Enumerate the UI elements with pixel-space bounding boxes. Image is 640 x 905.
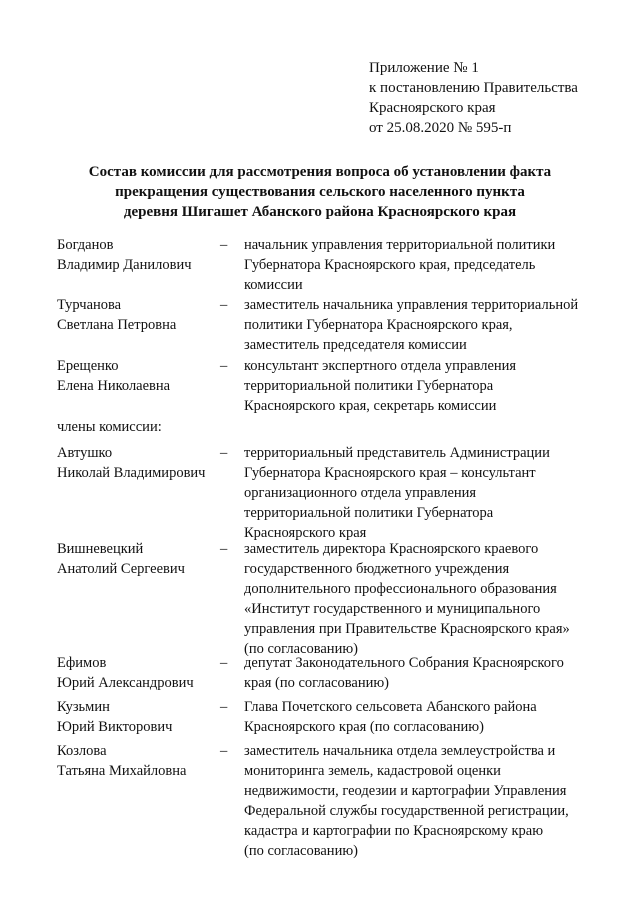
- role-line: политики Губернатора Красноярского края,: [244, 317, 513, 333]
- title-line: прекращения существования сельского населенного пункта: [115, 184, 525, 200]
- appendix-reference: [369, 58, 578, 138]
- given-names: Татьяна Михайловна: [57, 763, 187, 779]
- person-role: [244, 235, 584, 295]
- given-names: Владимир Данилович: [57, 257, 192, 273]
- person-role: [244, 741, 584, 861]
- role-line: заместитель начальника отдела землеустройства и: [244, 743, 556, 759]
- person-role: [244, 697, 584, 737]
- role-line: (по согласованию): [244, 641, 358, 657]
- person-role: [244, 356, 584, 416]
- person-name: [57, 697, 217, 737]
- surname: Турчанова: [57, 297, 122, 313]
- person-name: [57, 741, 217, 781]
- role-line: комиссии: [244, 277, 303, 293]
- appendix-line: Приложение № 1: [369, 60, 479, 76]
- role-line: государственного бюджетного учреждения: [244, 561, 510, 577]
- role-line: Губернатора Красноярского края – консультант: [244, 465, 536, 481]
- role-line: кадастра и картографии по Красноярскому краю: [244, 823, 544, 839]
- appendix-line: от 25.08.2020 № 595-п: [369, 120, 512, 136]
- person-name: [57, 356, 217, 396]
- dash: –: [220, 445, 228, 461]
- dash: –: [220, 699, 228, 715]
- person-name: [57, 443, 217, 483]
- role-line: Красноярского края (по согласованию): [244, 719, 484, 735]
- surname: Вишневецкий: [57, 541, 144, 557]
- appendix-line: Красноярского края: [369, 100, 496, 116]
- role-line: заместитель начальника управления территориальной: [244, 297, 579, 313]
- role-line: территориальной политики Губернатора: [244, 378, 494, 394]
- role-line: Федеральной службы государственной регистрации,: [244, 803, 569, 819]
- person-name: [57, 539, 217, 579]
- surname: Козлова: [57, 743, 107, 759]
- given-names: Юрий Викторович: [57, 719, 173, 735]
- given-names: Светлана Петровна: [57, 317, 177, 333]
- dash: –: [220, 237, 228, 253]
- dash: –: [220, 541, 228, 557]
- role-line: края (по согласованию): [244, 675, 390, 691]
- members-label: члены комиссии:: [57, 419, 162, 435]
- given-names: Юрий Александрович: [57, 675, 194, 691]
- role-line: Красноярского края, секретарь комиссии: [244, 398, 497, 414]
- given-names: Анатолий Сергеевич: [57, 561, 185, 577]
- person-name: [57, 295, 217, 335]
- title-line: Состав комиссии для рассмотрения вопроса об установлении факта: [88, 164, 552, 180]
- surname: Кузьмин: [57, 699, 110, 715]
- surname: Автушко: [57, 445, 113, 461]
- role-line: заместитель председателя комиссии: [244, 337, 467, 353]
- surname: Богданов: [57, 237, 114, 253]
- document-title: [0, 162, 640, 222]
- role-line: недвижимости, геодезии и картографии Управления: [244, 783, 567, 799]
- person-role: [244, 539, 584, 659]
- role-line: «Институт государственного и муниципального: [244, 601, 541, 617]
- role-line: депутат Законодательного Собрания Красноярского: [244, 655, 564, 671]
- person-role: [244, 443, 584, 543]
- title-line: деревня Шигашет Абанского района Красноярского края: [123, 204, 517, 220]
- role-line: мониторинга земель, кадастровой оценки: [244, 763, 501, 779]
- dash: –: [220, 297, 228, 313]
- person-name: [57, 653, 217, 693]
- dash: –: [220, 655, 228, 671]
- role-line: (по согласованию): [244, 843, 358, 859]
- given-names: Елена Николаевна: [57, 378, 171, 394]
- appendix-line: к постановлению Правительства: [369, 80, 578, 96]
- role-line: консультант экспертного отдела управления: [244, 358, 517, 374]
- role-line: Губернатора Красноярского края, председатель: [244, 257, 536, 273]
- role-line: заместитель директора Красноярского краевого: [244, 541, 539, 557]
- role-line: территориальный представитель Администрации: [244, 445, 550, 461]
- dash: –: [220, 358, 228, 374]
- surname: Ерещенко: [57, 358, 119, 374]
- role-line: территориальной политики Губернатора: [244, 505, 494, 521]
- role-line: управления при Правительстве Красноярского края»: [244, 621, 570, 637]
- person-name: [57, 235, 217, 275]
- role-line: дополнительного профессионального образования: [244, 581, 557, 597]
- dash: –: [220, 743, 228, 759]
- surname: Ефимов: [57, 655, 107, 671]
- role-line: начальник управления территориальной политики: [244, 237, 556, 253]
- person-role: [244, 653, 584, 693]
- role-line: Красноярского края: [244, 525, 367, 541]
- given-names: Николай Владимирович: [57, 465, 206, 481]
- person-role: [244, 295, 584, 355]
- role-line: организационного отдела управления: [244, 485, 477, 501]
- role-line: Глава Почетского сельсовета Абанского района: [244, 699, 537, 715]
